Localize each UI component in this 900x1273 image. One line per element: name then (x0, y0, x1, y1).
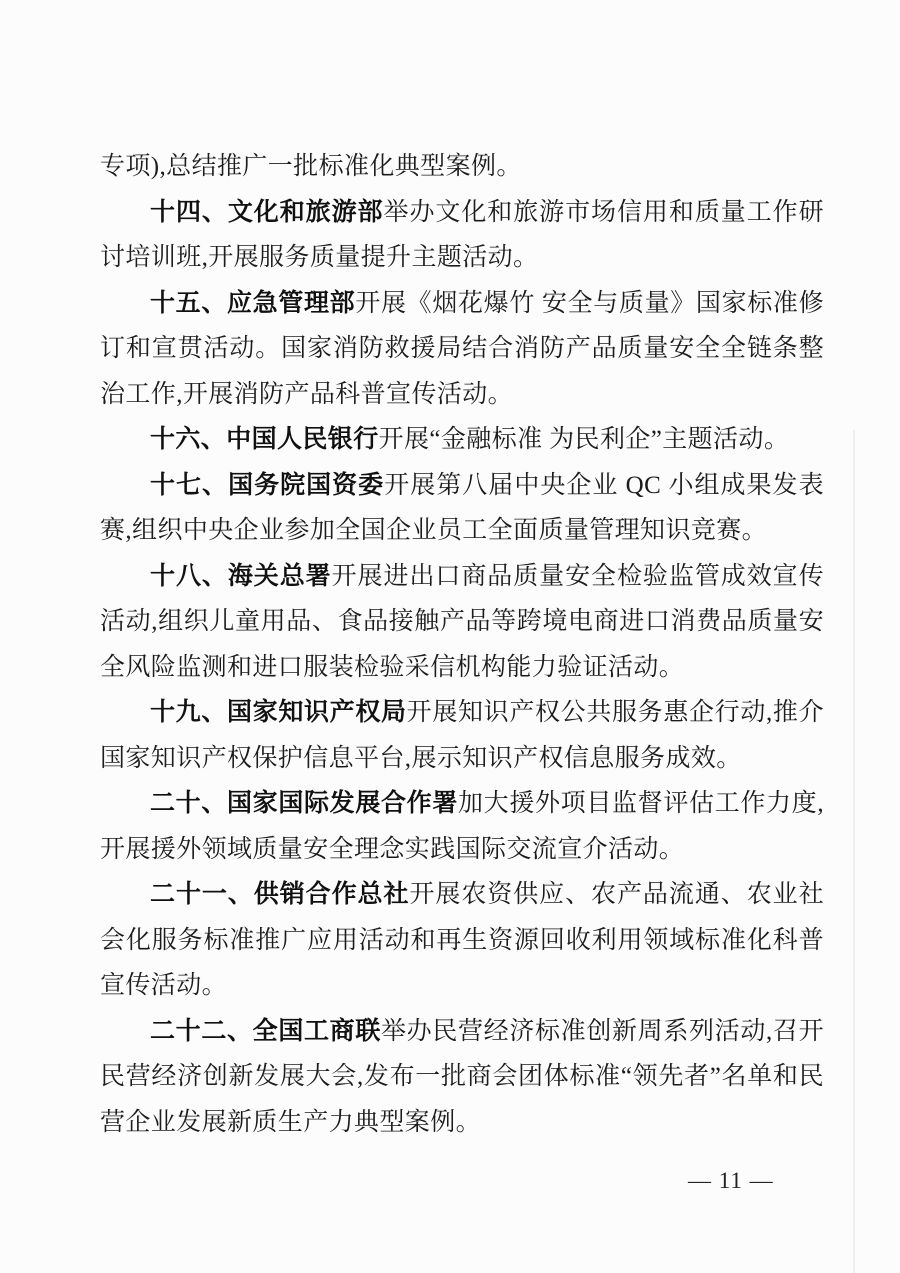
paragraph-item-17 (100, 463, 824, 554)
paragraph-text: 开展进出口商品质量安全检验监管成效宣传活动,组织儿童用品、食品接触产品等跨境电商进口消费品质量安全风险监测和进口服装检验采信机构能力验证活动。 (100, 562, 824, 681)
paragraph-item-19 (100, 690, 824, 781)
paragraph-item-20 (100, 781, 824, 872)
page-number: — 11 — (688, 1168, 774, 1193)
paragraph-text: 举办文化和旅游市场信用和质量工作研讨培训班,开展服务质量提升主题活动。 (100, 198, 824, 271)
paragraph-text: 开展《烟花爆竹 安全与质量》国家标准修订和宣贯活动。国家消防救援局结合消防产品质量安全全链条整治工作,开展消防产品科普宣传活动。 (100, 289, 824, 408)
paragraph-leader: 二十、国家国际发展合作署 (150, 789, 458, 817)
paragraph-text: 开展第八届中央企业 QC 小组成果发表赛,组织中央企业参加全国企业员工全面质量管理知识竞赛。 (100, 471, 824, 544)
paragraph-item-14 (100, 190, 824, 281)
paragraph-text: 开展知识产权公共服务惠企行动,推介国家知识产权保护信息平台,展示知识产权信息服务成效。 (100, 699, 824, 772)
document-body (100, 144, 824, 1145)
paragraph-text: 开展“金融标准 为民利企”主题活动。 (378, 426, 790, 453)
paragraph-leader: 二十一、供销合作总社 (150, 880, 410, 908)
paragraph-leader: 二十二、全国工商联 (150, 1016, 382, 1045)
paragraph-leader: 十九、国家知识产权局 (150, 698, 407, 726)
paragraph-leader: 十八、海关总署 (150, 561, 332, 590)
paragraph-item-15 (100, 281, 824, 418)
paragraph-leader: 十四、文化和旅游部 (150, 197, 384, 226)
paragraph-item-18 (100, 554, 824, 691)
paragraph-item-22 (100, 1009, 824, 1146)
paragraph-continuation (100, 144, 824, 190)
paragraph-text: 加大援外项目监督评估工作力度,开展援外领域质量安全理念实践国际交流宣介活动。 (100, 790, 824, 863)
paragraph-leader: 十五、应急管理部 (150, 288, 356, 317)
paragraph-item-16 (100, 417, 824, 463)
paragraph-text: 举办民营经济标准创新周系列活动,召开民营经济创新发展大会,发布一批商会团体标准“领先者”名单和民营企业发展新质生产力典型案例。 (100, 1017, 825, 1136)
paragraph-leader: 十六、中国人民银行 (150, 425, 379, 453)
scan-artifact-line (853, 430, 855, 1273)
paragraph-text: 专项),总结推广一批标准化典型案例。 (100, 153, 522, 180)
paragraph-leader: 十七、国务院国资委 (150, 470, 385, 499)
paragraph-item-21 (100, 872, 824, 1009)
paragraph-text: 开展农资供应、农产品流通、农业社会化服务标准推广应用活动和再生资源回收利用领域标准化科普宣传活动。 (100, 881, 824, 999)
